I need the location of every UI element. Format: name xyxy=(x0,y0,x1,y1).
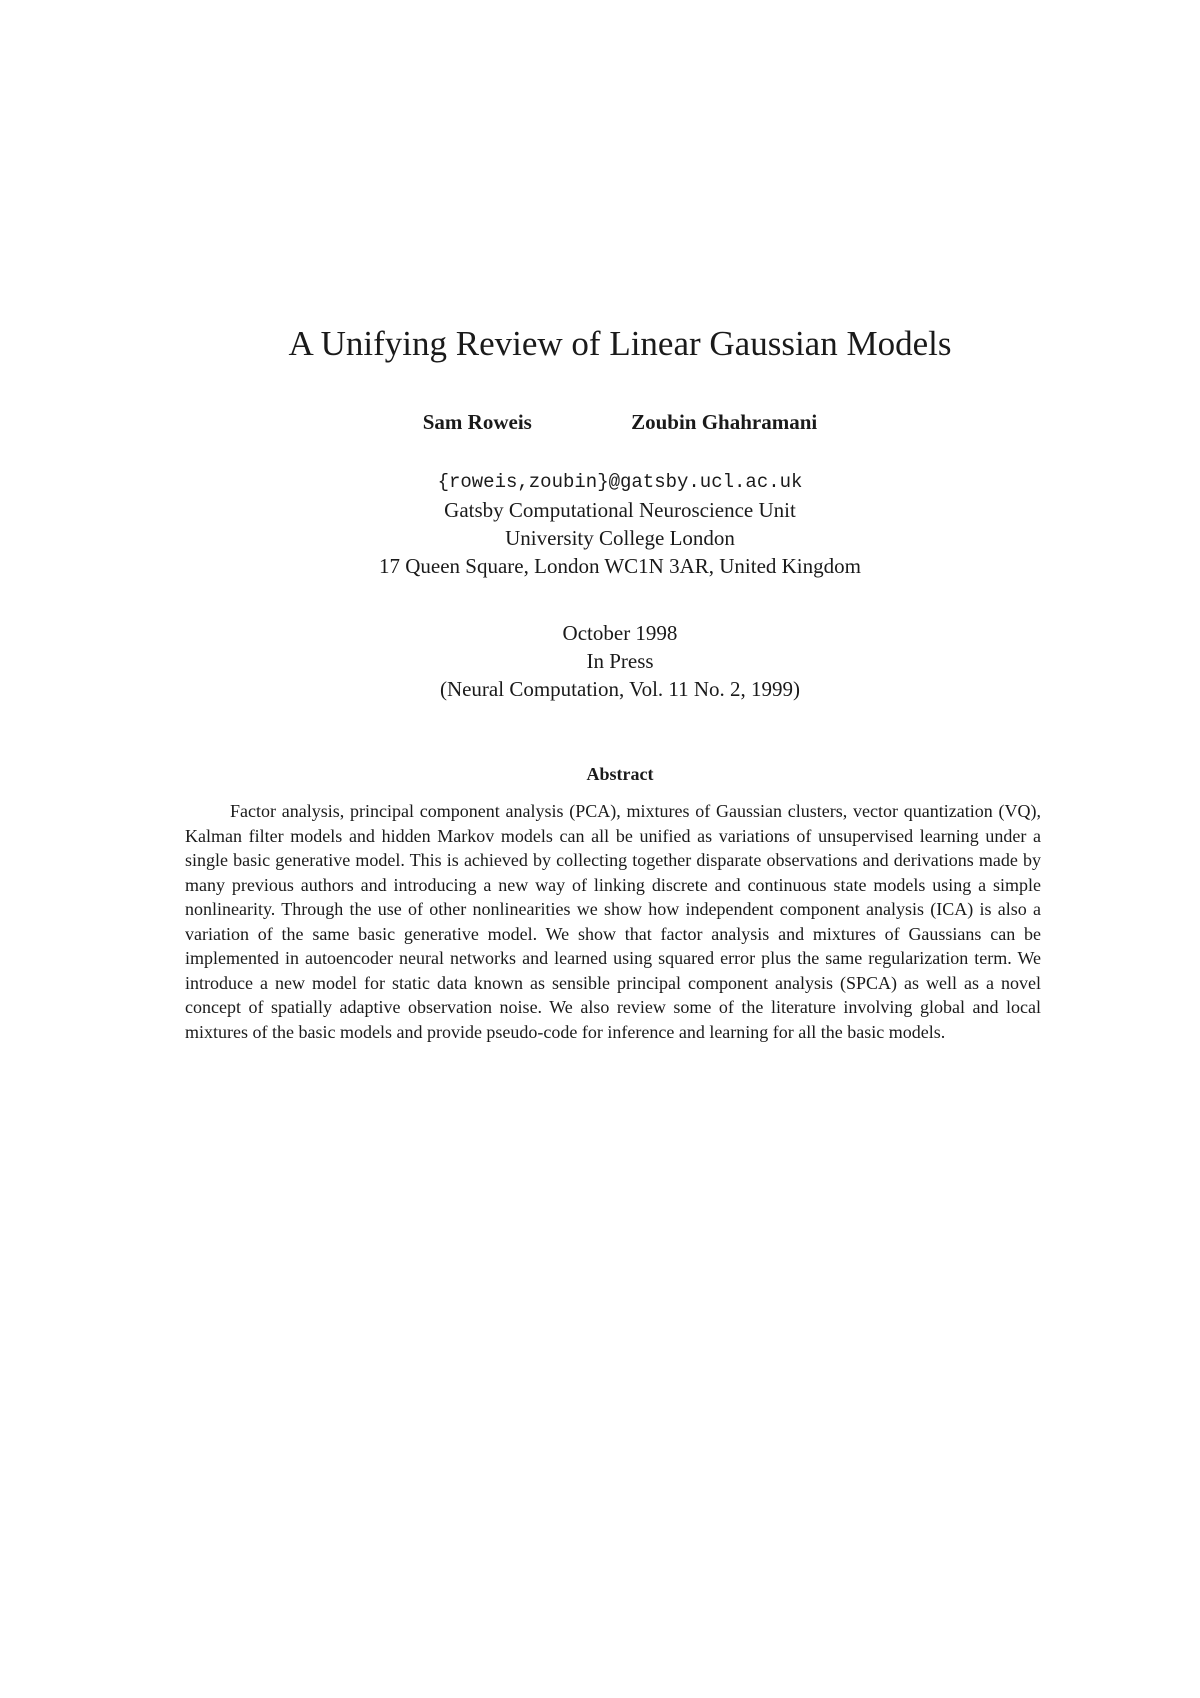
abstract-heading: Abstract xyxy=(586,764,654,784)
abstract-text: Factor analysis, principal component analysis (PCA), mixtures of Gaussian clusters, vector quantization (VQ), Kalman filter models and hidden Markov models can all be unified as variations of unsupervised learning under a single basic generative model. This is achieved by collecting together disparate observations and derivations made by many previous authors and introducing a new way of linking discrete and continuous state models using a simple nonlinearity. Through the use of other nonlinearities we show how independent component analysis (ICA) is also a variation of the same basic generative model. We show that factor analysis and mixtures of Gaussians can be implemented in autoencoder neural networks and learned using squared error plus the same regularization term. We introduce a new model for static data known as sensible principal component analysis (SPCA) as well as a novel concept of spatially adaptive observation noise. We also review some of the literature involving global and local mixtures of the basic models and provide pseudo-code for inference and learning for all the basic models. xyxy=(185,801,1041,1042)
publication-info xyxy=(0,619,1200,703)
affiliation-line: University College London xyxy=(505,526,735,550)
paper-title: A Unifying Review of Linear Gaussian Models xyxy=(288,324,952,363)
author-email: {roweis,zoubin}@gatsby.ucl.ac.uk xyxy=(437,471,803,493)
affiliation-line: Gatsby Computational Neuroscience Unit xyxy=(444,498,796,522)
publication-venue: (Neural Computation, Vol. 11 No. 2, 1999) xyxy=(439,677,801,701)
author-name: Zoubin Ghahramani xyxy=(631,410,818,434)
author-list xyxy=(0,410,1200,435)
publication-status: In Press xyxy=(586,649,654,673)
publication-date: October 1998 xyxy=(562,621,678,645)
author-name: Sam Roweis xyxy=(422,410,532,434)
affiliation-line: 17 Queen Square, London WC1N 3AR, United Kingdom xyxy=(379,554,861,578)
affiliation-block xyxy=(0,468,1200,580)
